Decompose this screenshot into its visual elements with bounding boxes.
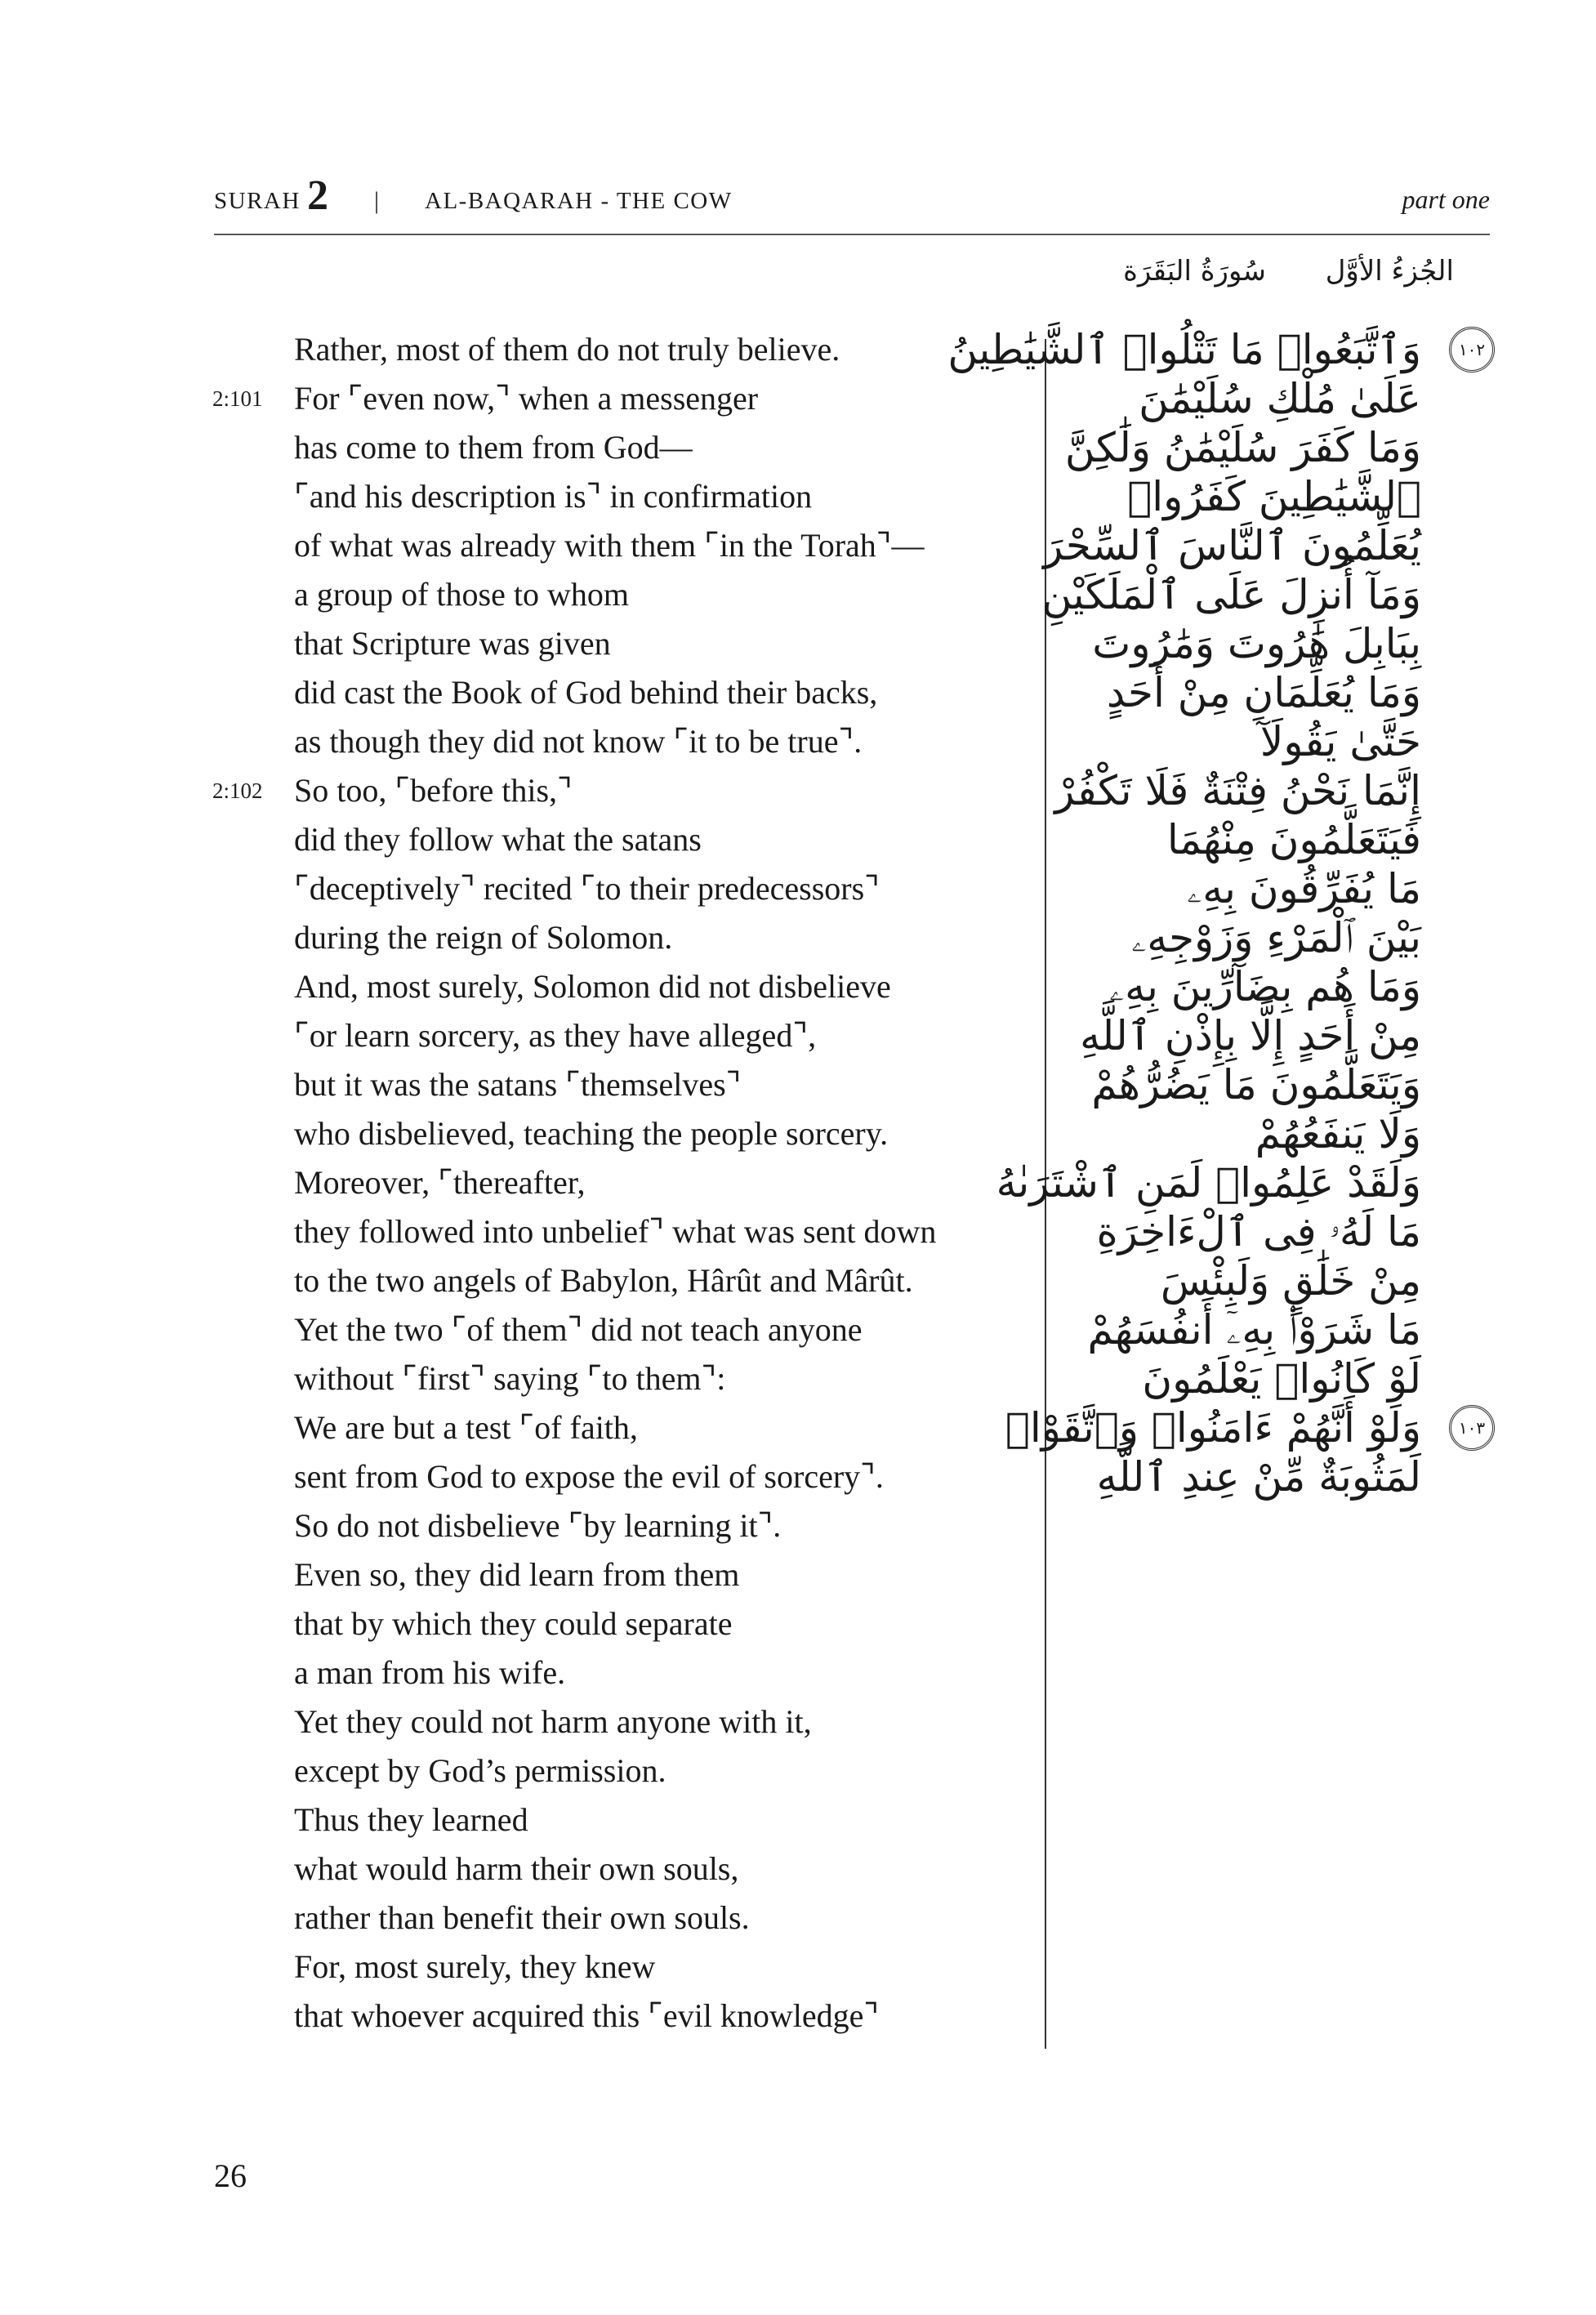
arabic-line: مَا شَرَوْا۟ بِهِۦٓ أَنفُسَهُمْ [1087,1306,1421,1354]
arabic-line: وَمَا كَفَرَ سُلَيْمَٰنُ وَلَٰكِنَّ [1064,424,1421,471]
translation-line: Yet they could not harm anyone with it, [294,1703,812,1740]
translation-line: of what was already with them ⌜in the Torah⌝— [294,527,925,564]
surah-name: AL-BAQARAH - THE COW [425,188,733,214]
translation-line: has come to them from God— [294,429,693,466]
translation-line: So do not disbelieve ⌜by learning it⌝. [294,1507,782,1544]
translation-line: For ⌜even now,⌝ when a messenger [294,380,759,417]
translation-line: Thus they learned [294,1801,528,1838]
ayah-number-marker: ١٠٣ [1449,1405,1495,1451]
translation-line: who disbelieved, teaching the people sorcery. [294,1115,889,1152]
translation-line: a group of those to whom [294,576,629,613]
arabic-line: يُعَلِّمُونَ ٱلنَّاسَ ٱلسِّحْرَ [1043,522,1421,569]
part-label: part one [1402,185,1490,214]
translation-line: Yet the two ⌜of them⌝ did not teach anyone [294,1311,863,1348]
arabic-surah-title: سُورَةُ البَقَرَة [1123,255,1266,288]
arabic-line: ٱلشَّيَٰطِينَ كَفَرُوا۟ [1127,473,1421,520]
arabic-line: فَيَتَعَلَّمُونَ مِنْهُمَا [1166,816,1421,863]
arabic-line: لَوْ كَانُوا۟ يَعْلَمُونَ [1142,1355,1421,1403]
arabic-line: حَتَّىٰ يَقُولَآ [1259,718,1421,765]
translation-line: they followed into unbelief⌝ what was sent down [294,1213,937,1250]
translation-line: rather than benefit their own souls. [294,1899,750,1936]
header-rule [214,234,1490,235]
header-separator: | [374,187,380,214]
verse-number: 2:101 [212,386,263,411]
arabic-running-header [1103,255,1454,304]
arabic-line: وَيَتَعَلَّمُونَ مَا يَضُرُّهُمْ [1091,1061,1421,1108]
translation-line: Rather, most of them do not truly believe. [294,331,840,368]
arabic-line: وَلَا يَنفَعُهُمْ [1255,1110,1421,1158]
arabic-line: وَمَآ أُنزِلَ عَلَى ٱلْمَلَكَيْنِ [1041,571,1421,618]
translation-line: did cast the Book of God behind their backs, [294,674,878,711]
page-number: 26 [214,2157,247,2194]
translation-line: And, most surely, Solomon did not disbelieve [294,968,891,1005]
arabic-line: عَلَىٰ مُلْكِ سُلَيْمَٰنَ [1139,375,1421,422]
translation-line: Even so, they did learn from them [294,1556,740,1593]
arabic-line: مِنْ خَلَٰقٍ وَلَبِئْسَ [1160,1257,1421,1305]
translation-line: did they follow what the satans [294,821,702,858]
translation-line: We are but a test ⌜of faith, [294,1409,638,1446]
translation-line: but it was the satans ⌜themselves⌝ [294,1066,742,1103]
arabic-line: مِنْ أَحَدٍ إِلَّا بِإِذْنِ ٱللَّهِ [1080,1012,1421,1059]
translation-line: a man from his wife. [294,1654,566,1691]
arabic-line: وَٱتَّبَعُوا۟ مَا تَتْلُوا۟ ٱلشَّيَٰطِينُ [947,326,1421,373]
translation-line: what would harm their own souls, [294,1850,739,1887]
verse-number: 2:102 [212,778,263,803]
translation-line: ⌜deceptively⌝ recited ⌜to their predecessors⌝ [294,870,880,907]
surah-label: SURAH [214,188,301,214]
arabic-line: إِنَّمَا نَحْنُ فِتْنَةٌ فَلَا تَكْفُرْ [1054,767,1421,814]
translation-line: Moreover, ⌜thereafter, [294,1164,586,1201]
translation-line: that Scripture was given [294,625,611,662]
arabic-line: وَلَوْ أَنَّهُمْ ءَامَنُوا۟ وَٱتَّقَوْا۟ [1005,1404,1421,1452]
arabic-line: لَمَثُوبَةٌ مِّنْ عِندِ ٱللَّهِ [1096,1453,1421,1501]
translation-line: as though they did not know ⌜it to be true⌝. [294,723,863,760]
surah-number: 2 [307,172,328,219]
arabic-line: مَا يُفَرِّقُونَ بِهِۦ [1187,865,1421,912]
arabic-line: بَيْنَ ٱلْمَرْءِ وَزَوْجِهِۦ [1131,914,1421,961]
arabic-line: بِبَابِلَ هَٰرُوتَ وَمَٰرُوتَ [1092,620,1421,667]
translation-line: For, most surely, they knew [294,1948,656,1985]
arabic-line: وَلَقَدْ عَلِمُوا۟ لَمَنِ ٱشْتَرَىٰهُ [996,1159,1421,1207]
translation-line: except by God’s permission. [294,1752,666,1789]
translation-line: to the two angels of Babylon, Hârût and Mârût. [294,1262,913,1299]
running-header [214,172,1490,222]
translation-line: sent from God to expose the evil of sorcery⌝. [294,1458,884,1495]
translation-line: ⌜or learn sorcery, as they have alleged⌝, [294,1017,817,1054]
translation-line: So too, ⌜before this,⌝ [294,772,573,809]
translation-line: without ⌜first⌝ saying ⌜to them⌝: [294,1360,726,1397]
translation-line: that whoever acquired this ⌜evil knowledge⌝ [294,1997,880,2034]
arabic-line: مَا لَهُۥ فِى ٱلْءَاخِرَةِ [1096,1208,1421,1256]
translation-line: ⌜and his description is⌝ in confirmation [294,478,813,515]
arabic-line: وَمَا يُعَلِّمَانِ مِنْ أَحَدٍ [1106,669,1421,716]
translation-line: during the reign of Solomon. [294,919,673,956]
ayah-number-marker: ١٠٢ [1449,327,1495,372]
arabic-juz-title: الجُزءُ الأوَّل [1325,255,1454,288]
translation-line: that by which they could separate [294,1605,733,1642]
arabic-line: وَمَا هُم بِضَآرِّينَ بِهِۦ [1109,963,1421,1010]
